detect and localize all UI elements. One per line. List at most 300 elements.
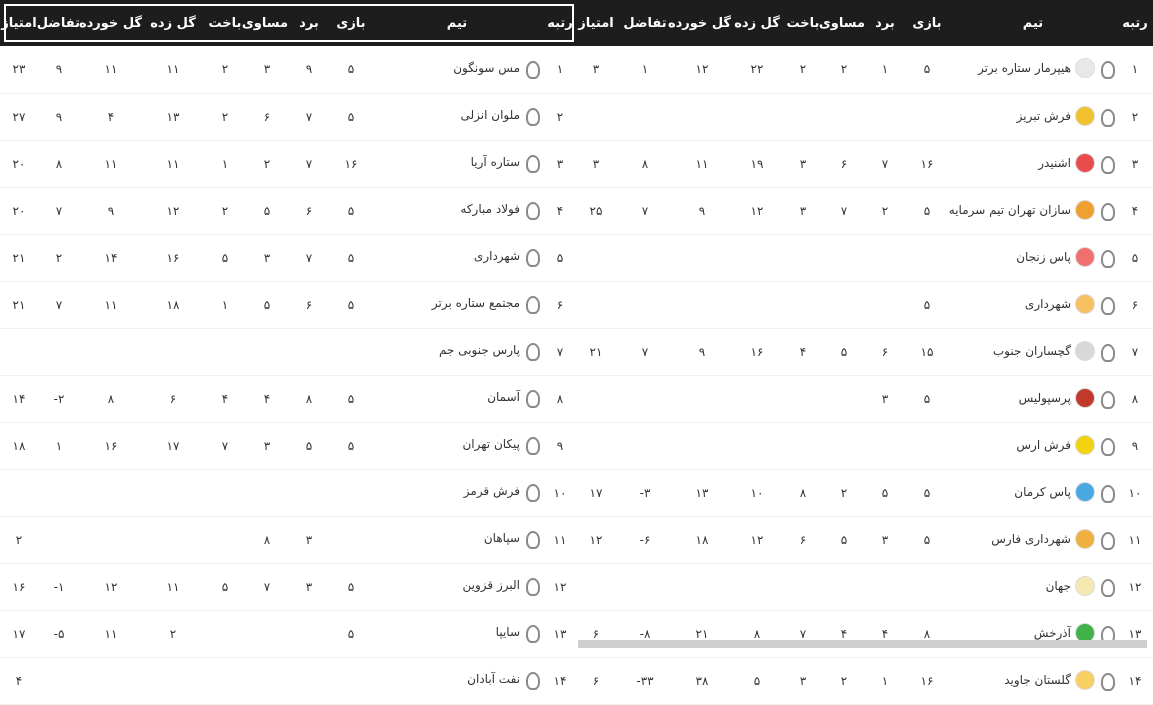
table-row[interactable] bbox=[575, 281, 1153, 328]
team-placeholder-icon bbox=[1099, 342, 1113, 360]
column-header: امتیاز bbox=[575, 0, 617, 46]
team-link[interactable] bbox=[453, 59, 538, 77]
stat-cell: ۱۲ bbox=[142, 187, 204, 234]
stat-cell bbox=[80, 469, 142, 516]
table-row[interactable] bbox=[575, 140, 1153, 187]
rank-cell: ۴ bbox=[542, 187, 578, 234]
team-cell[interactable] bbox=[949, 140, 1117, 187]
team-cell[interactable] bbox=[372, 93, 542, 140]
team-link[interactable] bbox=[460, 200, 538, 218]
stat-cell bbox=[823, 563, 865, 610]
stat-cell bbox=[823, 422, 865, 469]
stat-cell: ۸ bbox=[38, 140, 80, 187]
stat-cell bbox=[905, 563, 949, 610]
stat-cell: ۳ bbox=[575, 46, 617, 93]
team-placeholder-icon bbox=[524, 294, 538, 312]
team-logo-icon bbox=[1075, 341, 1095, 361]
team-link[interactable] bbox=[1014, 482, 1113, 502]
team-logo-icon bbox=[1075, 482, 1095, 502]
stat-cell bbox=[330, 657, 372, 704]
rank-cell: ۴ bbox=[1117, 187, 1153, 234]
team-logo-icon bbox=[1075, 435, 1095, 455]
stat-cell bbox=[673, 422, 731, 469]
table-header-row bbox=[575, 0, 1153, 46]
stat-cell bbox=[783, 375, 823, 422]
rank-cell: ۵ bbox=[542, 234, 578, 281]
stat-cell bbox=[38, 328, 80, 375]
rank-cell: ۱۴ bbox=[542, 657, 578, 704]
table-row[interactable] bbox=[575, 422, 1153, 469]
team-cell[interactable] bbox=[372, 375, 542, 422]
team-link[interactable] bbox=[464, 482, 538, 500]
team-name: هیپرمار ستاره برتر bbox=[977, 61, 1071, 76]
stat-cell: ۵ bbox=[330, 563, 372, 610]
column-header: رتبه bbox=[1117, 0, 1153, 46]
team-logo-icon bbox=[1075, 529, 1095, 549]
rank-cell: ۱۰ bbox=[1117, 469, 1153, 516]
stat-cell: ۵ bbox=[823, 328, 865, 375]
stat-cell: ۴ bbox=[823, 610, 865, 657]
team-cell[interactable] bbox=[949, 563, 1117, 610]
stat-cell: ۹ bbox=[80, 187, 142, 234]
stat-cell: ۶- bbox=[617, 516, 673, 563]
stat-cell: ۲۱ bbox=[673, 610, 731, 657]
column-header: بازی bbox=[905, 0, 949, 46]
stat-cell: ۲۰ bbox=[0, 140, 38, 187]
team-cell[interactable] bbox=[949, 93, 1117, 140]
column-header: تفاضل bbox=[617, 0, 673, 46]
team-placeholder-icon bbox=[524, 153, 538, 171]
team-placeholder-icon bbox=[524, 59, 538, 77]
stat-cell: ۶ bbox=[823, 140, 865, 187]
stat-cell: ۸- bbox=[617, 610, 673, 657]
team-link[interactable] bbox=[993, 341, 1113, 361]
team-link[interactable] bbox=[978, 58, 1113, 78]
team-name: نفت آبادان bbox=[467, 672, 520, 686]
team-cell[interactable] bbox=[372, 234, 542, 281]
team-cell[interactable] bbox=[949, 234, 1117, 281]
rank-cell: ۱۴ bbox=[1117, 657, 1153, 704]
stat-cell bbox=[38, 657, 80, 704]
column-header: باخت bbox=[783, 0, 823, 46]
team-link[interactable] bbox=[463, 576, 538, 594]
stat-cell: ۱ bbox=[204, 140, 246, 187]
team-link[interactable] bbox=[487, 388, 538, 406]
stat-cell: ۱ bbox=[865, 46, 905, 93]
stat-cell bbox=[575, 563, 617, 610]
stat-cell bbox=[204, 516, 246, 563]
stat-cell bbox=[288, 328, 330, 375]
team-cell[interactable] bbox=[372, 46, 542, 93]
stat-cell: ۱۱ bbox=[80, 46, 142, 93]
team-placeholder-icon bbox=[1099, 59, 1113, 77]
team-link[interactable] bbox=[1017, 106, 1113, 126]
stat-cell: ۲ bbox=[204, 93, 246, 140]
table-row[interactable] bbox=[575, 46, 1153, 93]
team-link[interactable] bbox=[1016, 247, 1113, 267]
stat-cell bbox=[246, 610, 288, 657]
team-name: شهرداری bbox=[473, 249, 520, 263]
team-cell[interactable] bbox=[949, 610, 1117, 657]
stat-cell: ۸ bbox=[617, 140, 673, 187]
team-name: ستاره آریا bbox=[470, 155, 520, 169]
table-row[interactable] bbox=[575, 187, 1153, 234]
team-logo-icon bbox=[1075, 200, 1095, 220]
horizontal-scrollbar[interactable] bbox=[578, 640, 1147, 648]
stat-cell: ۳ bbox=[288, 516, 330, 563]
stat-cell: ۱۷ bbox=[575, 469, 617, 516]
column-header: مساوی bbox=[823, 0, 865, 46]
stat-cell bbox=[865, 93, 905, 140]
team-placeholder-icon bbox=[1099, 436, 1113, 454]
stat-cell bbox=[731, 422, 783, 469]
table-row[interactable] bbox=[0, 140, 578, 187]
team-link[interactable] bbox=[462, 435, 538, 453]
team-logo-icon bbox=[1075, 58, 1095, 78]
stat-cell: ۱۱ bbox=[80, 610, 142, 657]
column-header: گل خورده bbox=[80, 0, 142, 46]
team-link[interactable] bbox=[484, 529, 538, 547]
team-link[interactable] bbox=[439, 341, 538, 359]
rank-cell: ۷ bbox=[542, 328, 578, 375]
column-header: مساوی bbox=[246, 0, 288, 46]
stat-cell: ۱۸ bbox=[142, 281, 204, 328]
team-cell[interactable] bbox=[949, 657, 1117, 704]
table-header-row bbox=[0, 0, 578, 46]
stat-cell bbox=[731, 563, 783, 610]
team-cell[interactable] bbox=[949, 375, 1117, 422]
stat-cell bbox=[0, 469, 38, 516]
stat-cell: ۱۳ bbox=[142, 93, 204, 140]
rank-cell: ۱ bbox=[1117, 46, 1153, 93]
team-name: فرش قرمز bbox=[463, 484, 520, 498]
stat-cell: ۸ bbox=[246, 516, 288, 563]
table-row[interactable] bbox=[0, 46, 578, 93]
stat-cell: ۲ bbox=[865, 187, 905, 234]
team-placeholder-icon bbox=[524, 576, 538, 594]
stat-cell: ۱ bbox=[865, 657, 905, 704]
stat-cell: ۱۶ bbox=[731, 328, 783, 375]
team-cell[interactable] bbox=[372, 328, 542, 375]
team-cell[interactable] bbox=[949, 281, 1117, 328]
team-name: سازان تهران تیم سرمایه bbox=[948, 202, 1071, 217]
stat-cell: ۱۹ bbox=[731, 140, 783, 187]
table-row[interactable] bbox=[0, 375, 578, 422]
rank-cell: ۷ bbox=[1117, 328, 1153, 375]
stat-cell bbox=[246, 657, 288, 704]
stat-cell: ۱۵ bbox=[905, 328, 949, 375]
stat-cell bbox=[617, 563, 673, 610]
team-placeholder-icon bbox=[524, 341, 538, 359]
stat-cell bbox=[80, 328, 142, 375]
stat-cell bbox=[204, 469, 246, 516]
team-name: فولاد مبارکه bbox=[460, 202, 520, 216]
rank-cell: ۶ bbox=[1117, 281, 1153, 328]
team-link[interactable] bbox=[474, 247, 538, 265]
team-name: آسمان bbox=[487, 390, 520, 404]
stat-cell: ۱۲ bbox=[673, 46, 731, 93]
stat-cell bbox=[673, 281, 731, 328]
table-row[interactable] bbox=[575, 93, 1153, 140]
stat-cell: ۲ bbox=[204, 187, 246, 234]
stat-cell bbox=[865, 281, 905, 328]
team-cell[interactable] bbox=[372, 187, 542, 234]
stat-cell: ۳ bbox=[288, 563, 330, 610]
table-row[interactable] bbox=[0, 328, 578, 375]
stat-cell: ۳- bbox=[617, 469, 673, 516]
team-name: پیکان تهران bbox=[462, 437, 520, 451]
team-placeholder-icon bbox=[1099, 295, 1113, 313]
stat-cell bbox=[617, 281, 673, 328]
rank-cell: ۹ bbox=[1117, 422, 1153, 469]
team-link[interactable] bbox=[1046, 576, 1113, 596]
team-name: پاس زنجان bbox=[1016, 249, 1071, 264]
table-row[interactable] bbox=[575, 234, 1153, 281]
stat-cell: ۱۶ bbox=[330, 140, 372, 187]
rank-cell: ۳ bbox=[542, 140, 578, 187]
team-name: گلستان جاوید bbox=[1004, 672, 1071, 687]
rank-cell: ۱۳ bbox=[542, 610, 578, 657]
team-logo-icon bbox=[1075, 670, 1095, 690]
team-link[interactable] bbox=[991, 529, 1113, 549]
team-link[interactable] bbox=[471, 153, 538, 171]
team-name: شهرداری bbox=[1024, 296, 1071, 311]
stat-cell bbox=[80, 657, 142, 704]
stat-cell: ۴ bbox=[865, 610, 905, 657]
stat-cell: ۱۶ bbox=[142, 234, 204, 281]
team-name: مس سونگون bbox=[453, 60, 520, 75]
stat-cell bbox=[783, 563, 823, 610]
team-cell[interactable] bbox=[949, 187, 1117, 234]
team-link[interactable] bbox=[1038, 153, 1113, 173]
rank-cell: ۳ bbox=[1117, 140, 1153, 187]
stat-cell: ۳ bbox=[575, 140, 617, 187]
stat-cell: ۵ bbox=[330, 187, 372, 234]
table-row[interactable] bbox=[0, 563, 578, 610]
table-row[interactable] bbox=[0, 422, 578, 469]
stat-cell bbox=[731, 375, 783, 422]
stat-cell bbox=[575, 234, 617, 281]
table-row[interactable] bbox=[0, 469, 578, 516]
column-header: تفاضل bbox=[38, 0, 80, 46]
table-row[interactable] bbox=[0, 187, 578, 234]
team-link[interactable] bbox=[467, 670, 538, 688]
stat-cell: ۲ bbox=[823, 46, 865, 93]
table-row[interactable] bbox=[0, 93, 578, 140]
team-name: سایپا bbox=[495, 625, 520, 639]
stat-cell: ۱۷ bbox=[0, 610, 38, 657]
table-row[interactable] bbox=[0, 281, 578, 328]
stat-cell: ۳ bbox=[783, 657, 823, 704]
standings-table-right bbox=[575, 0, 1153, 705]
rank-cell: ۲ bbox=[1117, 93, 1153, 140]
team-name: گچساران جنوب bbox=[992, 343, 1071, 358]
stat-cell bbox=[783, 93, 823, 140]
rank-cell: ۱۰ bbox=[542, 469, 578, 516]
stat-cell bbox=[617, 375, 673, 422]
stat-cell: ۲ bbox=[204, 46, 246, 93]
rank-cell: ۱ bbox=[542, 46, 578, 93]
team-cell[interactable] bbox=[372, 469, 542, 516]
rank-cell: ۱۳ bbox=[1117, 610, 1153, 657]
team-placeholder-icon bbox=[1099, 577, 1113, 595]
stat-cell bbox=[865, 234, 905, 281]
stat-cell bbox=[288, 657, 330, 704]
team-cell[interactable] bbox=[372, 140, 542, 187]
team-cell[interactable] bbox=[372, 657, 542, 704]
team-placeholder-icon bbox=[524, 435, 538, 453]
stat-cell: ۲- bbox=[38, 375, 80, 422]
team-link[interactable] bbox=[1016, 435, 1113, 455]
stat-cell: ۳ bbox=[865, 516, 905, 563]
stat-cell bbox=[673, 563, 731, 610]
team-placeholder-icon bbox=[524, 247, 538, 265]
stat-cell: ۸ bbox=[731, 610, 783, 657]
stat-cell: ۱۶ bbox=[905, 657, 949, 704]
stat-cell bbox=[142, 657, 204, 704]
stat-cell bbox=[204, 328, 246, 375]
rank-cell: ۶ bbox=[542, 281, 578, 328]
stat-cell: ۱ bbox=[617, 46, 673, 93]
stat-cell: ۵ bbox=[905, 469, 949, 516]
team-link[interactable] bbox=[1004, 670, 1113, 690]
stat-cell: ۲ bbox=[0, 516, 38, 563]
stat-cell: ۸ bbox=[783, 469, 823, 516]
stat-cell bbox=[0, 328, 38, 375]
table-row[interactable] bbox=[575, 516, 1153, 563]
team-cell[interactable] bbox=[949, 328, 1117, 375]
stat-cell: ۱۲ bbox=[80, 563, 142, 610]
table-row[interactable] bbox=[0, 234, 578, 281]
stat-cell: ۹ bbox=[38, 46, 80, 93]
stat-cell: ۲ bbox=[38, 234, 80, 281]
team-name: سپاهان bbox=[483, 531, 520, 545]
team-placeholder-icon bbox=[1099, 107, 1113, 125]
stat-cell: ۵ bbox=[905, 516, 949, 563]
stat-cell bbox=[823, 375, 865, 422]
stat-cell: ۷ bbox=[204, 422, 246, 469]
team-link[interactable] bbox=[460, 106, 538, 124]
team-cell[interactable] bbox=[372, 516, 542, 563]
team-cell[interactable] bbox=[949, 422, 1117, 469]
table-row[interactable] bbox=[575, 657, 1153, 704]
stat-cell: ۲۱ bbox=[0, 234, 38, 281]
stat-cell: ۱۲ bbox=[731, 516, 783, 563]
stat-cell: ۷ bbox=[288, 140, 330, 187]
table-row[interactable] bbox=[0, 610, 578, 657]
stat-cell: ۳۸ bbox=[673, 657, 731, 704]
team-cell[interactable] bbox=[949, 516, 1117, 563]
table-row[interactable] bbox=[575, 469, 1153, 516]
stat-cell: ۵ bbox=[905, 281, 949, 328]
stat-cell: ۴ bbox=[80, 93, 142, 140]
rank-cell: ۱۲ bbox=[542, 563, 578, 610]
stat-cell: ۱۶ bbox=[80, 422, 142, 469]
stat-cell: ۲۱ bbox=[575, 328, 617, 375]
stat-cell bbox=[823, 281, 865, 328]
table-row[interactable] bbox=[0, 516, 578, 563]
stat-cell: ۷ bbox=[617, 328, 673, 375]
stat-cell bbox=[617, 422, 673, 469]
stat-cell: ۵ bbox=[288, 422, 330, 469]
stat-cell: ۸ bbox=[905, 610, 949, 657]
table-row[interactable] bbox=[0, 657, 578, 704]
team-placeholder-icon bbox=[524, 482, 538, 500]
stat-cell: ۵ bbox=[731, 657, 783, 704]
stat-cell bbox=[575, 93, 617, 140]
column-header: باخت bbox=[204, 0, 246, 46]
table-row[interactable] bbox=[575, 328, 1153, 375]
stat-cell: ۱۴ bbox=[80, 234, 142, 281]
team-name: فرش ارس bbox=[1016, 437, 1071, 452]
stat-cell: ۷ bbox=[288, 234, 330, 281]
stat-cell: ۱۷ bbox=[142, 422, 204, 469]
stat-cell: ۵ bbox=[330, 422, 372, 469]
stat-cell: ۶ bbox=[575, 610, 617, 657]
team-link[interactable] bbox=[1025, 294, 1113, 314]
stat-cell: ۶ bbox=[288, 281, 330, 328]
team-cell[interactable] bbox=[372, 281, 542, 328]
column-header: امتیاز bbox=[0, 0, 38, 46]
stat-cell: ۹ bbox=[673, 187, 731, 234]
team-link[interactable] bbox=[432, 294, 538, 312]
table-row[interactable] bbox=[575, 563, 1153, 610]
stat-cell bbox=[142, 328, 204, 375]
stat-cell: ۷ bbox=[823, 187, 865, 234]
team-cell[interactable] bbox=[372, 610, 542, 657]
stat-cell bbox=[905, 93, 949, 140]
rank-cell: ۸ bbox=[542, 375, 578, 422]
team-cell[interactable] bbox=[949, 46, 1117, 93]
team-cell[interactable] bbox=[372, 563, 542, 610]
team-link[interactable] bbox=[1019, 388, 1113, 408]
team-link[interactable] bbox=[496, 623, 538, 641]
stat-cell: ۳ bbox=[246, 234, 288, 281]
stat-cell: ۵ bbox=[330, 375, 372, 422]
stat-cell: ۱۱ bbox=[142, 563, 204, 610]
team-name: اشنیدر bbox=[1038, 155, 1071, 170]
team-name: پارس جنوبی جم bbox=[438, 343, 520, 357]
rank-cell: ۸ bbox=[1117, 375, 1153, 422]
column-header: برد bbox=[865, 0, 905, 46]
team-placeholder-icon bbox=[1099, 671, 1113, 689]
stat-cell: ۲ bbox=[823, 657, 865, 704]
table-row[interactable] bbox=[575, 610, 1153, 657]
stat-cell bbox=[204, 657, 246, 704]
table-row[interactable] bbox=[575, 375, 1153, 422]
stat-cell: ۱۲ bbox=[575, 516, 617, 563]
column-header: تیم bbox=[372, 0, 542, 46]
team-link[interactable] bbox=[949, 200, 1113, 220]
stat-cell bbox=[731, 93, 783, 140]
stat-cell bbox=[142, 469, 204, 516]
stat-cell: ۹ bbox=[673, 328, 731, 375]
stat-cell: ۵ bbox=[905, 375, 949, 422]
stat-cell: ۱۲ bbox=[731, 187, 783, 234]
stat-cell bbox=[288, 610, 330, 657]
stat-cell bbox=[38, 469, 80, 516]
stat-cell: ۲ bbox=[246, 140, 288, 187]
stat-cell: ۳ bbox=[865, 375, 905, 422]
stat-cell: ۲ bbox=[823, 469, 865, 516]
stat-cell: ۴ bbox=[0, 657, 38, 704]
stat-cell: ۱۱ bbox=[80, 140, 142, 187]
rank-cell: ۲ bbox=[542, 93, 578, 140]
team-cell[interactable] bbox=[949, 469, 1117, 516]
team-logo-icon bbox=[1075, 153, 1095, 173]
team-cell[interactable] bbox=[372, 422, 542, 469]
stat-cell bbox=[865, 563, 905, 610]
